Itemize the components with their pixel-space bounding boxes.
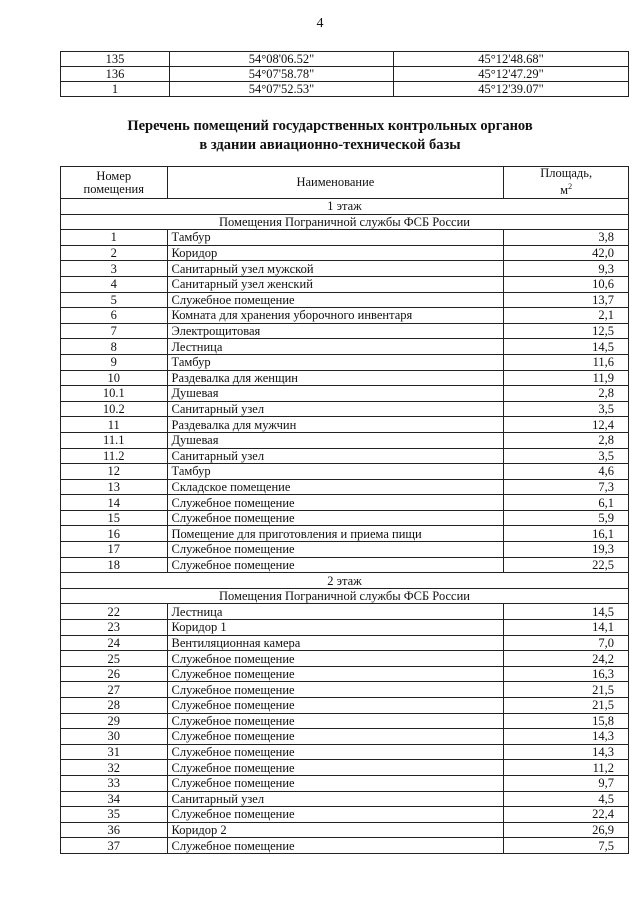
room-area: 3,8 (504, 230, 629, 246)
room-number: 36 (61, 822, 168, 838)
room-area: 7,5 (504, 838, 629, 854)
room-area: 10,6 (504, 276, 629, 292)
room-area: 21,5 (504, 682, 629, 698)
table-row (61, 651, 629, 667)
room-number: 9 (61, 354, 168, 370)
room-number: 3 (61, 261, 168, 277)
service-row (61, 588, 629, 604)
header-area (504, 167, 629, 199)
room-area: 15,8 (504, 713, 629, 729)
table-row (61, 791, 629, 807)
page-number: 4 (316, 16, 324, 31)
room-area: 4,5 (504, 791, 629, 807)
room-number: 23 (61, 620, 168, 636)
header-area-line-1: Площадь, (540, 166, 593, 181)
room-name: Комната для хранения уборочного инвентаря (167, 308, 504, 324)
room-number: 25 (61, 651, 168, 667)
room-number: 16 (61, 526, 168, 542)
room-number: 4 (61, 276, 168, 292)
room-name: Раздевалка для женщин (167, 370, 504, 386)
floor-label: 1 этаж (61, 199, 629, 215)
room-number: 10.2 (61, 401, 168, 417)
room-name: Служебное помещение (167, 542, 504, 558)
table-row (61, 666, 629, 682)
header-number-line-2: помещения (83, 181, 144, 196)
room-area: 22,5 (504, 557, 629, 573)
table-row (61, 698, 629, 714)
room-number: 12 (61, 464, 168, 480)
floor-row (61, 573, 629, 589)
room-number: 15 (61, 510, 168, 526)
table-row (61, 807, 629, 823)
room-name: Помещение для приготовления и приема пищи (167, 526, 504, 542)
table-row (61, 386, 629, 402)
room-area: 4,6 (504, 464, 629, 480)
room-number: 27 (61, 682, 168, 698)
room-name: Санитарный узел мужской (167, 261, 504, 277)
room-name: Служебное помещение (167, 666, 504, 682)
room-area: 3,5 (504, 401, 629, 417)
latitude: 54°07'58.78" (170, 67, 394, 82)
room-area: 26,9 (504, 822, 629, 838)
room-area: 11,6 (504, 354, 629, 370)
room-name: Служебное помещение (167, 744, 504, 760)
room-number: 32 (61, 760, 168, 776)
room-number: 7 (61, 323, 168, 339)
room-number: 37 (61, 838, 168, 854)
room-number: 26 (61, 666, 168, 682)
table-row (61, 510, 629, 526)
room-area: 6,1 (504, 495, 629, 511)
room-area: 21,5 (504, 698, 629, 714)
point-number: 1 (61, 82, 170, 97)
room-name: Служебное помещение (167, 729, 504, 745)
header-area-sup: 2 (568, 182, 573, 192)
room-name: Санитарный узел женский (167, 276, 504, 292)
room-area: 16,1 (504, 526, 629, 542)
table-row (61, 308, 629, 324)
coordinate-row (61, 52, 629, 67)
room-area: 14,3 (504, 744, 629, 760)
room-number: 2 (61, 245, 168, 261)
room-area: 14,3 (504, 729, 629, 745)
room-area: 24,2 (504, 651, 629, 667)
table-row (61, 760, 629, 776)
table-row (61, 464, 629, 480)
table-row (61, 526, 629, 542)
point-number: 136 (61, 67, 170, 82)
room-name: Коридор (167, 245, 504, 261)
coordinates-table (60, 51, 629, 97)
room-number: 10 (61, 370, 168, 386)
room-name: Тамбур (167, 230, 504, 246)
room-name: Складское помещение (167, 479, 504, 495)
table-header-row (61, 167, 629, 199)
room-number: 11 (61, 417, 168, 433)
header-name: Наименование (167, 167, 504, 199)
table-row (61, 635, 629, 651)
room-area: 13,7 (504, 292, 629, 308)
longitude: 45°12'39.07" (394, 82, 629, 97)
room-area: 5,9 (504, 510, 629, 526)
room-name: Коридор 1 (167, 620, 504, 636)
table-row (61, 276, 629, 292)
room-number: 18 (61, 557, 168, 573)
room-area: 19,3 (504, 542, 629, 558)
room-name: Электрощитовая (167, 323, 504, 339)
floor-row (61, 199, 629, 215)
room-name: Служебное помещение (167, 760, 504, 776)
room-name: Служебное помещение (167, 557, 504, 573)
room-area: 16,3 (504, 666, 629, 682)
table-row (61, 401, 629, 417)
room-area: 2,8 (504, 432, 629, 448)
room-name: Санитарный узел (167, 448, 504, 464)
room-number: 5 (61, 292, 168, 308)
heading-line-1: Перечень помещений государственных контрольных органов (127, 118, 533, 134)
room-name: Служебное помещение (167, 713, 504, 729)
table-row (61, 822, 629, 838)
room-name: Коридор 2 (167, 822, 504, 838)
room-number: 1 (61, 230, 168, 246)
room-name: Вентиляционная камера (167, 635, 504, 651)
room-area: 2,1 (504, 308, 629, 324)
room-name: Лестница (167, 604, 504, 620)
room-number: 10.1 (61, 386, 168, 402)
table-row (61, 230, 629, 246)
point-number: 135 (61, 52, 170, 67)
room-name: Служебное помещение (167, 682, 504, 698)
header-number (61, 167, 168, 199)
room-number: 33 (61, 775, 168, 791)
header-number-line-1: Номер (96, 168, 132, 183)
list-heading (0, 117, 640, 155)
room-name: Душевая (167, 386, 504, 402)
room-area: 7,3 (504, 479, 629, 495)
room-number: 30 (61, 729, 168, 745)
table-row (61, 323, 629, 339)
room-area: 9,7 (504, 775, 629, 791)
room-number: 28 (61, 698, 168, 714)
room-number: 17 (61, 542, 168, 558)
room-name: Служебное помещение (167, 807, 504, 823)
table-row (61, 729, 629, 745)
room-name: Служебное помещение (167, 698, 504, 714)
room-name: Служебное помещение (167, 292, 504, 308)
longitude: 45°12'48.68" (394, 52, 629, 67)
room-number: 31 (61, 744, 168, 760)
heading-line-2: в здании авиационно-технической базы (199, 137, 461, 153)
room-area: 12,5 (504, 323, 629, 339)
room-name: Служебное помещение (167, 651, 504, 667)
room-name: Служебное помещение (167, 495, 504, 511)
room-number: 14 (61, 495, 168, 511)
latitude: 54°08'06.52" (170, 52, 394, 67)
room-number: 11.1 (61, 432, 168, 448)
latitude: 54°07'52.53" (170, 82, 394, 97)
room-area: 42,0 (504, 245, 629, 261)
room-name: Тамбур (167, 464, 504, 480)
room-area: 11,2 (504, 760, 629, 776)
room-number: 35 (61, 807, 168, 823)
table-row (61, 682, 629, 698)
coordinate-row (61, 82, 629, 97)
room-area: 12,4 (504, 417, 629, 433)
room-name: Раздевалка для мужчин (167, 417, 504, 433)
rooms-table (60, 166, 629, 854)
table-row (61, 370, 629, 386)
room-number: 34 (61, 791, 168, 807)
room-area: 14,5 (504, 604, 629, 620)
service-row (61, 214, 629, 230)
room-name: Лестница (167, 339, 504, 355)
room-name: Душевая (167, 432, 504, 448)
room-name: Служебное помещение (167, 838, 504, 854)
table-row (61, 479, 629, 495)
service-label: Помещения Пограничной службы ФСБ России (61, 588, 629, 604)
room-number: 24 (61, 635, 168, 651)
room-number: 13 (61, 479, 168, 495)
table-row (61, 775, 629, 791)
room-area: 9,3 (504, 261, 629, 277)
table-row (61, 354, 629, 370)
room-area: 14,1 (504, 620, 629, 636)
table-row (61, 448, 629, 464)
header-area-unit: м (560, 183, 569, 198)
room-area: 22,4 (504, 807, 629, 823)
room-name: Служебное помещение (167, 510, 504, 526)
room-name: Санитарный узел (167, 791, 504, 807)
table-row (61, 557, 629, 573)
longitude: 45°12'47.29" (394, 67, 629, 82)
room-area: 3,5 (504, 448, 629, 464)
table-row (61, 245, 629, 261)
table-row (61, 838, 629, 854)
table-row (61, 713, 629, 729)
room-area: 2,8 (504, 386, 629, 402)
service-label: Помещения Пограничной службы ФСБ России (61, 214, 629, 230)
room-number: 8 (61, 339, 168, 355)
table-row (61, 417, 629, 433)
table-row (61, 292, 629, 308)
table-row (61, 604, 629, 620)
room-area: 11,9 (504, 370, 629, 386)
room-name: Санитарный узел (167, 401, 504, 417)
table-row (61, 432, 629, 448)
table-row (61, 620, 629, 636)
floor-label: 2 этаж (61, 573, 629, 589)
room-number: 6 (61, 308, 168, 324)
room-number: 29 (61, 713, 168, 729)
table-row (61, 261, 629, 277)
table-row (61, 542, 629, 558)
room-number: 11.2 (61, 448, 168, 464)
room-area: 7,0 (504, 635, 629, 651)
room-area: 14,5 (504, 339, 629, 355)
table-row (61, 339, 629, 355)
room-name: Служебное помещение (167, 775, 504, 791)
coordinate-row (61, 67, 629, 82)
table-row (61, 744, 629, 760)
table-row (61, 495, 629, 511)
room-name: Тамбур (167, 354, 504, 370)
room-number: 22 (61, 604, 168, 620)
